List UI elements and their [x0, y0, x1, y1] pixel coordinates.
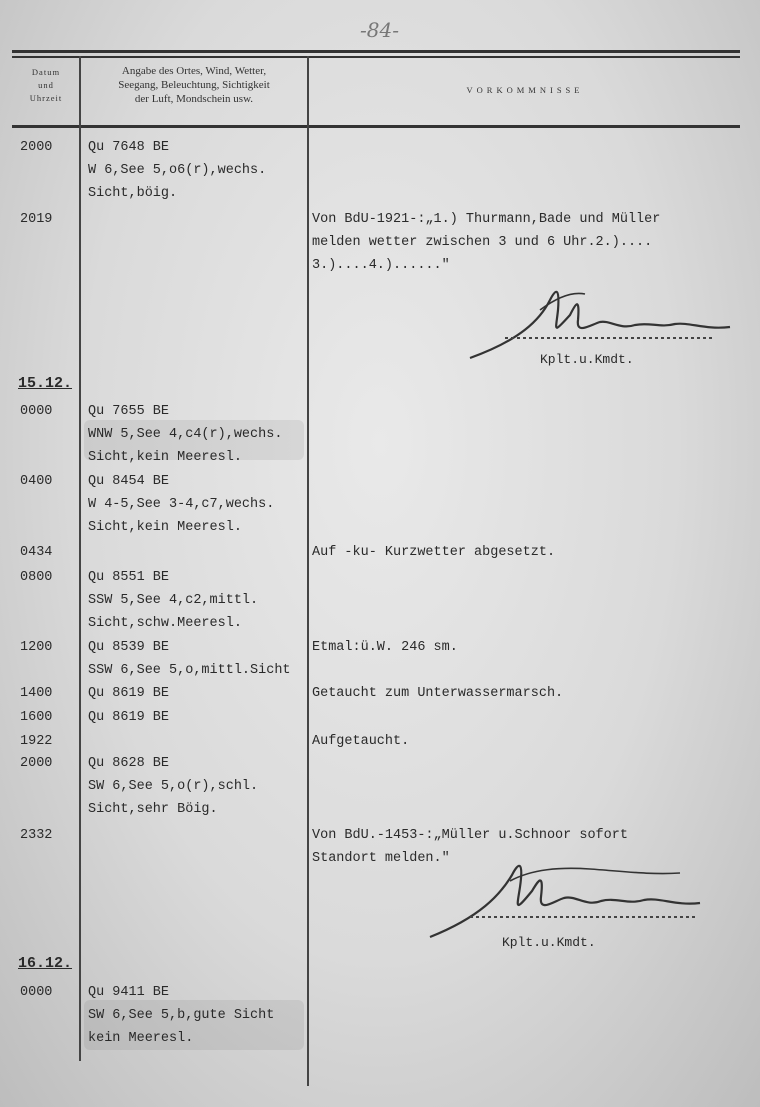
entry-location-line: Qu 8619 BE — [88, 710, 170, 725]
header-rule — [12, 125, 740, 128]
header-vorkommnisse: VORKOMMNISSE — [466, 85, 584, 95]
entry-time: 2000 — [20, 756, 53, 771]
entry-event-line: 3.)....4.)......" — [312, 258, 450, 273]
entry-location-line: SSW 5,See 4,c2,mittl. — [88, 593, 259, 608]
scan-smudge — [84, 1000, 304, 1050]
entry-time: 2332 — [20, 828, 53, 843]
entry-location-line: Qu 8628 BE — [88, 756, 170, 771]
entry-location-line: Sicht,böig. — [88, 186, 178, 201]
entry-location-line: Sicht,kein Meeresl. — [88, 520, 242, 535]
entry-event-line: Getaucht zum Unterwassermarsch. — [312, 686, 564, 701]
entry-location-line: WNW 5,See 4,c4(r),wechs. — [88, 427, 283, 442]
top-rule — [12, 50, 740, 53]
header-ort-line2: Seegang, Beleuchtung, Sichtigkeit — [118, 79, 270, 91]
entry-location-line: Sicht,sehr Böig. — [88, 802, 218, 817]
entry-time: 0800 — [20, 570, 53, 585]
entry-event-line: Auf -ku- Kurzwetter abgesetzt. — [312, 545, 556, 560]
header-ort-line1: Angabe des Ortes, Wind, Wetter, — [121, 65, 267, 77]
entry-location-line: Qu 8619 BE — [88, 686, 170, 701]
header-datum — [14, 66, 78, 105]
entry-location-line: SW 6,See 5,b,gute Sicht — [88, 1008, 275, 1023]
date-marker: 15.12. — [18, 375, 73, 392]
entry-location-line: kein Meeresl. — [88, 1031, 194, 1046]
entry-event-line: Etmal:ü.W. 246 sm. — [312, 640, 458, 655]
entry-location-line: Qu 8454 BE — [88, 474, 170, 489]
entry-time: 0400 — [20, 474, 53, 489]
header-ort — [82, 64, 306, 106]
signature-title: Kplt.u.Kmdt. — [502, 935, 596, 950]
entry-time: 1200 — [20, 640, 53, 655]
entry-location-line: W 4-5,See 3-4,c7,wechs. — [88, 497, 275, 512]
entry-time: 0434 — [20, 545, 53, 560]
signature-image — [460, 280, 740, 360]
entry-time: 1600 — [20, 710, 53, 725]
entry-event-line: Aufgetaucht. — [312, 734, 410, 749]
date-marker: 16.12. — [18, 955, 73, 972]
entry-time: 2019 — [20, 212, 53, 227]
header-ort-line3: der Luft, Mondschein usw. — [134, 93, 254, 105]
entry-time: 1922 — [20, 734, 53, 749]
scan-smudge — [84, 420, 304, 460]
entry-location-line: Qu 8551 BE — [88, 570, 170, 585]
entry-location-line: SW 6,See 5,o(r),schl. — [88, 779, 259, 794]
entry-event-line: Von BdU-1921-:„1.) Thurmann,Bade und Müller — [312, 212, 661, 227]
entry-location-line: Qu 7655 BE — [88, 404, 170, 419]
entry-location-line: Qu 8539 BE — [88, 640, 170, 655]
top-rule-2 — [12, 56, 740, 58]
entry-location-line: SSW 6,See 5,o,mittl.Sicht — [88, 663, 291, 678]
entry-location-line: Sicht,schw.Meeresl. — [88, 616, 242, 631]
header-datum-line1: Datum — [31, 67, 61, 77]
header-datum-line3: Uhrzeit — [29, 93, 63, 103]
entry-event-line: melden wetter zwischen 3 und 6 Uhr.2.).... — [312, 235, 653, 250]
entry-location-line: W 6,See 5,o6(r),wechs. — [88, 163, 267, 178]
header-datum-line2: und — [38, 80, 54, 90]
entry-time: 0000 — [20, 404, 53, 419]
entry-time: 1400 — [20, 686, 53, 701]
entry-event-line: Standort melden." — [312, 851, 450, 866]
entry-location-line: Sicht,kein Meeresl. — [88, 450, 242, 465]
entry-location-line: Qu 9411 BE — [88, 985, 170, 1000]
entry-time: 0000 — [20, 985, 53, 1000]
entry-location-line: Qu 7648 BE — [88, 140, 170, 155]
page-number: -84- — [360, 18, 399, 42]
entry-event-line: Von BdU.-1453-:„Müller u.Schnoor sofort — [312, 828, 628, 843]
entry-time: 2000 — [20, 140, 53, 155]
signature-image — [420, 855, 720, 940]
signature-title: Kplt.u.Kmdt. — [540, 352, 634, 367]
